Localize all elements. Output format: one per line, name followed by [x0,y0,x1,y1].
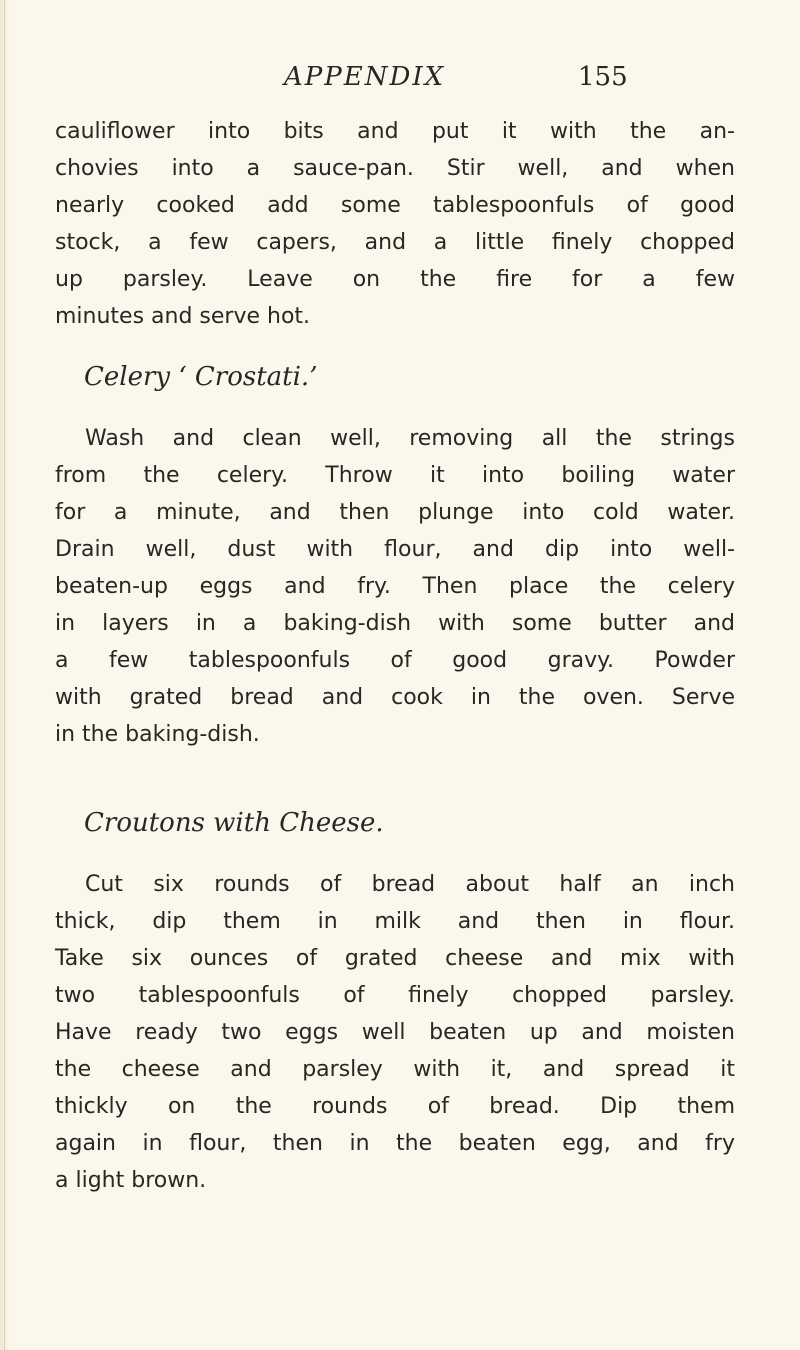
running-head [110,62,730,98]
text-line: up parsley. Leave on the fire for a few [55,267,735,292]
text-line: Cut six rounds of bread about half an inch [85,872,735,897]
text-line: chovies into a sauce-pan. Stir well, and when [55,156,735,181]
page-edge-line [4,0,5,1350]
section-heading-celery: Celery ‘ Crostati.’ [84,362,318,392]
text-line: Wash and clean well, removing all the strings [85,426,735,451]
text-line: Take six ounces of grated cheese and mix with [55,946,735,971]
text-line: in layers in a baking-dish with some butter and [55,611,735,636]
text-line: for a minute, and then plunge into cold water. [55,500,735,525]
text-line: beaten-up eggs and fry. Then place the celery [55,574,735,599]
text-line: the cheese and parsley with it, and spread it [55,1057,735,1082]
text-line: two tablespoonfuls of finely chopped parsley. [55,983,735,1008]
croutons-paragraph [55,866,735,1199]
text-line: cauliflower into bits and put it with the an- [55,119,735,144]
celery-paragraph [55,420,735,753]
text-line: Have ready two eggs well beaten up and moisten [55,1020,735,1045]
text-line: a light brown. [55,1168,207,1193]
text-line: from the celery. Throw it into boiling water [55,463,735,488]
page-number: 155 [578,62,628,92]
text-line: minutes and serve hot. [55,304,311,329]
text-line: Drain well, dust with flour, and dip into well- [55,537,735,562]
text-line: in the baking-dish. [55,722,260,747]
section-heading-croutons: Croutons with Cheese. [84,808,384,838]
page-edge [0,0,10,1350]
text-line: again in flour, then in the beaten egg, and fry [55,1131,735,1156]
text-line: with grated bread and cook in the oven. Serve [55,685,735,710]
text-line: stock, a few capers, and a little finely chopped [55,230,735,255]
text-line: a few tablespoonfuls of good gravy. Powder [55,648,735,673]
continuation-paragraph [55,113,735,335]
text-line: thickly on the rounds of bread. Dip them [55,1094,735,1119]
text-line: nearly cooked add some tablespoonfuls of good [55,193,735,218]
running-title: APPENDIX [284,62,446,92]
text-line: thick, dip them in milk and then in flour. [55,909,735,934]
